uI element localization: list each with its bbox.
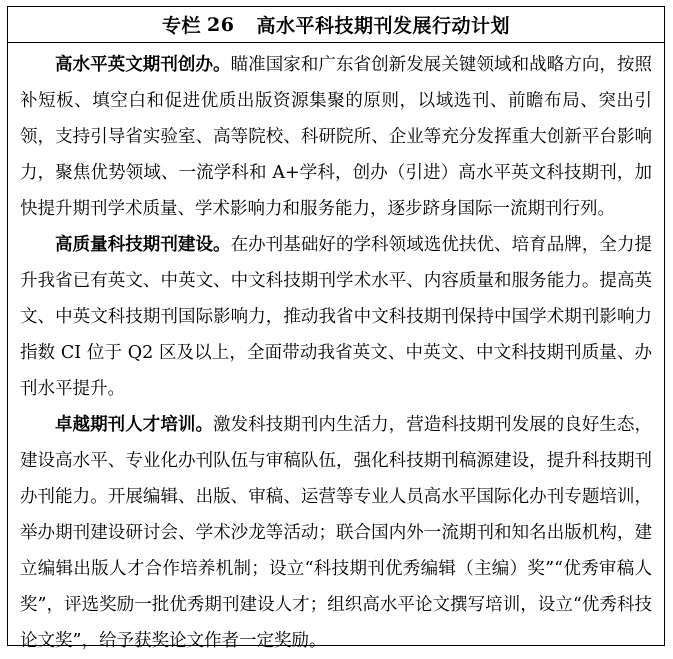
- section-paragraph-2: [20, 227, 652, 407]
- column-header: [8, 7, 664, 43]
- column-title: 高水平科技期刊发展行动计划: [256, 15, 510, 37]
- column-number: 26: [207, 13, 235, 36]
- section-lead-2: 高质量科技期刊建设。: [55, 235, 231, 255]
- column-prefix: 专栏: [162, 15, 202, 37]
- section-paragraph-1: [20, 47, 652, 227]
- section-lead-3: 卓越期刊人才培训。: [55, 415, 214, 435]
- section-body-3: 激发科技期刊内生活力，营造科技期刊发展的良好生态，建设高水平、专业化办刊队伍与审稿队伍，强化科技期刊稿源建设，提升科技期刊办刊能力。开展编辑、出版、审稿、运营等专业人员高水平国际化办刊专题培训，举办期刊建设研讨会、学术沙龙等活动；联合国内外一流期刊和知名出版机构，建立编辑出版人才合作培养机制；设立“科技期刊优秀编辑（主编）奖”“优秀审稿人奖”，评选奖励一批优秀期刊建设人才；组织高水平论文撰写培训，设立“优秀科技论文奖”，给予获奖论文作者一定奖励。: [20, 415, 652, 651]
- section-body-2: 在办刊基础好的学科领域选优扶优、培育品牌，全力提升我省已有英文、中英文、中文科技期刊学术水平、内容质量和服务能力。提高英文、中英文科技期刊国际影响力，推动我省中文科技期刊保持中国学术期刊影响力指数 CI 位于 Q2 区及以上，全面带动我省英文、中英文、中文科技期刊质量、办刊水平提升。: [20, 235, 653, 399]
- section-body-1: 瞄准国家和广东省创新发展关键领域和战略方向，按照补短板、填空白和促进优质出版资源集聚的原则，以域选刊、前瞻布局、突出引领，支持引导省实验室、高等院校、科研院所、企业等充分发挥重大创新平台影响力，聚焦优势领域、一流学科和 A+学科，创办（引进）高水平英文科技期刊，加快提升期刊学术质量、学术影响力和服务能力，逐步跻身国际一流期刊行列。: [20, 55, 653, 219]
- section-lead-1: 高水平英文期刊创办。: [55, 55, 231, 75]
- section-paragraph-3: [20, 407, 652, 659]
- column-box: [7, 6, 665, 651]
- column-content: [8, 43, 664, 659]
